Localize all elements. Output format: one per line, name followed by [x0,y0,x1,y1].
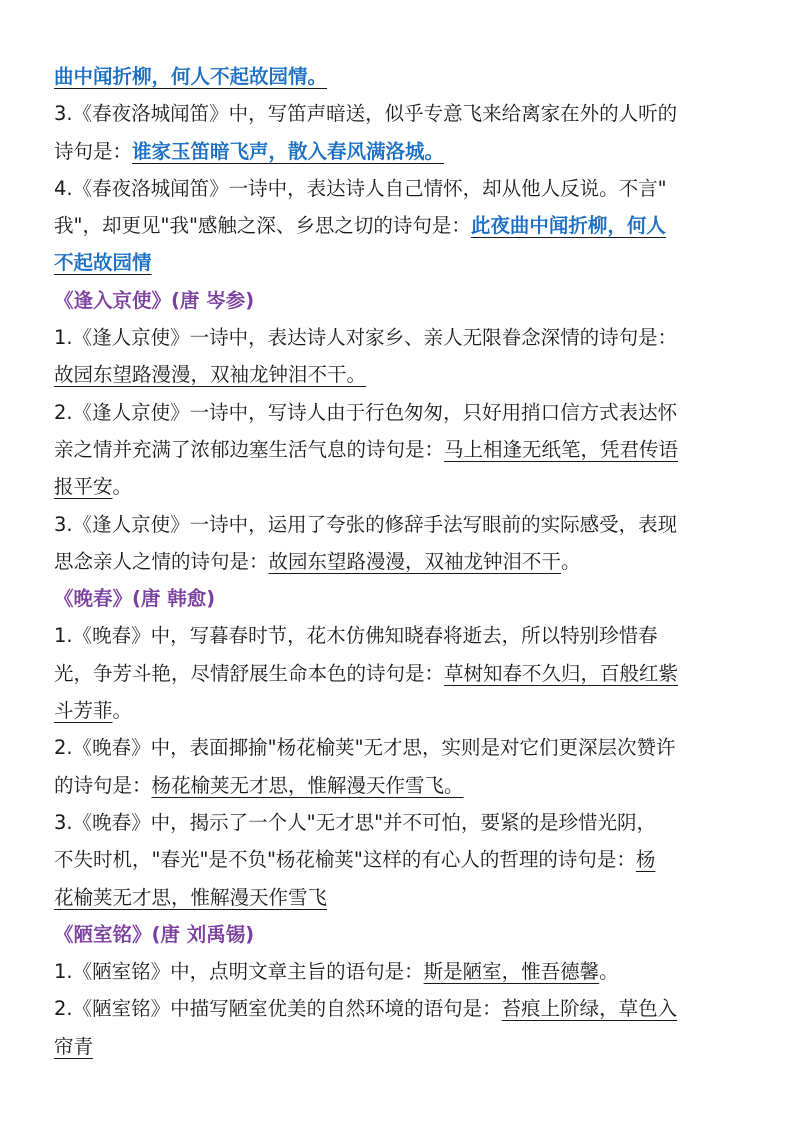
question-text: 2.《逢人京使》一诗中，写诗人由于行色匆匆，只好用捎口信方式表达怀 [54,400,678,424]
question-text: 。 [599,960,619,984]
text-line [54,990,744,1027]
text-line [54,617,744,654]
question-text: 的诗句是： [54,773,152,797]
text-line [54,468,744,505]
answer-text: 杨 [635,848,656,872]
answer-text: 此夜曲中闻折柳，何人 [470,214,666,238]
section-heading: 《逢入京使》(唐 岑参) [54,288,255,312]
text-line [54,692,744,729]
text-line [54,506,744,543]
text-line [54,767,744,804]
answer-text: 不起故园情 [54,251,152,275]
answer-text: 苔痕上阶绿，草色入 [501,997,678,1021]
question-text: 4.《春夜洛城闻笛》一诗中，表达诗人自己情怀，却从他人反说。不言" [54,176,667,200]
answer-text: 曲中闻折柳，何人不起故园情。 [54,65,328,88]
section-heading: 《陋室铭》(唐 刘禹锡) [54,922,255,946]
text-line [54,543,744,580]
answer-text: 花榆荚无才思，惟解漫天作雪飞 [54,885,328,909]
question-text: 光，争芳斗艳，尽情舒展生命本色的诗句是： [54,661,445,685]
answer-text: 报平安 [54,475,113,499]
text-line [54,133,744,170]
question-text: 诗句是： [54,139,133,163]
text-line [54,170,744,207]
text-line [54,319,744,356]
question-text: 3.《逢人京使》一诗中，运用了夸张的修辞手法写眼前的实际感受，表现 [54,512,678,536]
text-line [54,207,744,244]
text-line [54,804,744,841]
text-line [54,1028,744,1065]
text-line [54,244,744,281]
question-text: 亲之情并充满了浓郁边塞生活气息的诗句是： [54,437,445,461]
answer-text: 杨花榆荚无才思，惟解漫天作雪飞。 [151,773,464,797]
text-line [54,879,744,916]
question-text: 不失时机，"春光"是不负"杨花榆荚"这样的有心人的哲理的诗句是： [54,848,636,872]
question-text: 。 [561,549,581,573]
question-text: 思念亲人之情的诗句是： [54,549,269,573]
text-line [54,356,744,393]
question-text: 1.《陋室铭》中，点明文章主旨的语句是： [54,960,424,984]
answer-text: 帘青 [54,1034,94,1058]
text-line [54,95,744,132]
answer-text: 故园东望路漫漫，双袖龙钟泪不干 [268,549,562,573]
question-text: 2.《晚春》中，表面揶揄"杨花榆荚"无才思，实则是对它们更深层次赞许 [54,736,676,760]
question-text: 。 [112,475,133,499]
text-line [54,58,744,95]
answer-text: 谁家玉笛暗飞声，散入春风满洛城。 [132,139,445,163]
question-text: 我"，却更见"我"感触之深、乡思之切的诗句是： [54,214,471,238]
answer-text: 马上相逢无纸笔，凭君传语 [444,437,679,461]
section-heading: 《晚春》(唐 韩愈) [54,587,216,611]
text-line [54,841,744,878]
answer-text: 草树知春不久归，百般红紫 [444,661,679,685]
question-text: 。 [112,699,133,723]
text-line [54,729,744,766]
document-page [54,58,744,1065]
text-line [54,394,744,431]
answer-text: 斗芳菲 [54,699,113,723]
text-line [54,655,744,692]
question-text: 3.《春夜洛城闻笛》中，写笛声暗送，似乎专意飞来给离家在外的人听的 [54,102,678,126]
question-text: 1.《逢人京使》一诗中，表达诗人对家乡、亲人无限眷念深情的诗句是： [54,326,678,350]
answer-text: 斯是陋室，惟吾德馨 [423,960,600,984]
question-text: 3.《晚春》中，揭示了一个人"无才思"并不可怕，要紧的是珍惜光阴， [54,810,657,834]
text-line [54,431,744,468]
question-text: 2.《陋室铭》中描写陋室优美的自然环境的语句是： [54,997,502,1021]
question-text: 1.《晚春》中，写暮春时节，花木仿佛知晓春将逝去，所以特别珍惜春 [54,624,658,648]
text-line [54,953,744,990]
answer-text: 故园东望路漫漫，双袖龙钟泪不干。 [54,363,367,387]
